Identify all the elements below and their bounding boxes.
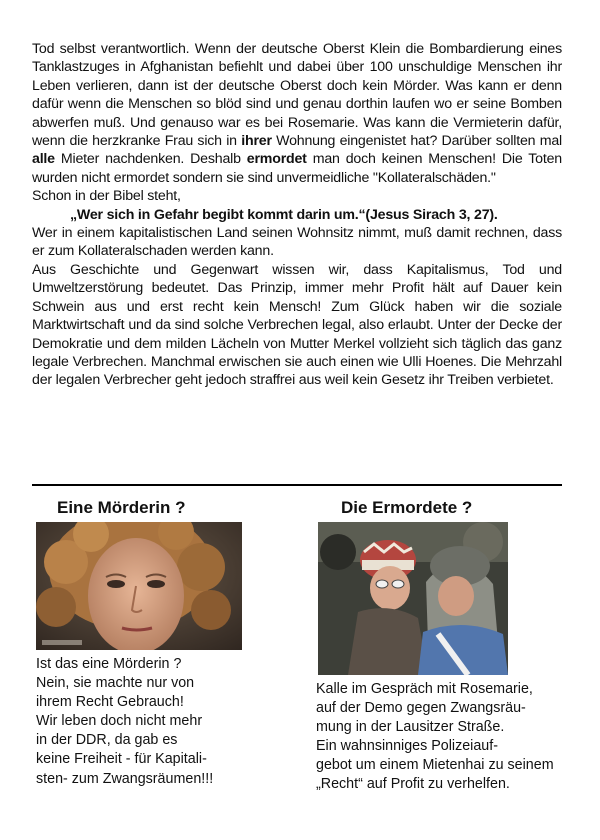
left-title: Eine Mörderin ? — [57, 498, 186, 517]
portrait-image — [36, 522, 242, 650]
paragraph-4: Aus Geschichte und Gegenwart wissen wir, dass Kapitalismus, Tod und Umweltzerstörung bedeutet. Das Prinzip, immer mehr Profit hält auf Dauer kein Schwein aus und erst recht kein Mensch! Zum Glück haben wir die soziale Marktwirtschaft und da sind solche Verbrechen legal, also erlaubt. Unter der Decke der Demokratie und dem milden Lächeln von Mutter Merkel vollzieht sich täglich das ganz legale Verbrechen. Manchmal erwischen sie auch einen wie Ulli Hoenes. Die Mehrzahl der legalen Verbrecher geht jedoch straffrei aus weil kein Gesetz ihr Treiben verbietet. — [32, 261, 562, 389]
right-caption — [316, 680, 554, 795]
left-caption-line: Ist das eine Mörderin ? — [36, 656, 182, 672]
left-caption-line: ihrem Recht Gebrauch! — [36, 694, 184, 711]
paragraph-2: Schon in der Bibel steht, — [32, 188, 181, 205]
paragraph-3: Wer in einem kapitalistischen Land seinen Wohnsitz nimmt, muß damit rechnen, dass er zum Kollateralschaden werden kann. — [32, 225, 562, 260]
left-caption-line: sten- zum Zwangsräumen!!! — [36, 770, 214, 787]
left-caption — [36, 655, 213, 789]
divider — [32, 484, 562, 486]
left-caption-line: in der DDR, da gab es — [36, 732, 178, 749]
left-caption-line: Wir leben doch nicht mehr — [36, 713, 203, 730]
paragraph-1: Tod selbst verantwortlich. Wenn der deutsche Oberst Klein die Bombardierung eines Tanklastzuges in Afghanistan befiehlt und dabei über 100 unschuldige Menschen ihr Leben verlieren, dann ist der deutsche Oberst doch kein Mörder. Was kann er denn dafür wenn die Menschen so blöd sind und genau dorthin laufen wo er seine Bomben abwerfen muß. Und genauso war es bei Rosemarie. Was kann die Vermieterin dafür, wenn die herzkranke Frau sich in ihrer Wohnung eingenistet hat? Darüber sollten mal alle Mieter nachdenken. Deshalb ermordet man doch keinen Menschen! Die Toten wurden nicht ermordet sondern sie sind unvermeidliche "Kollateralschäden." — [32, 41, 562, 186]
left-caption-line: keine Freiheit - für Kapitali- — [36, 751, 207, 768]
article-text — [32, 40, 562, 390]
left-caption-line: Nein, sie machte nur von — [36, 675, 195, 692]
right-caption-line: „Recht“ auf Profit zu verhelfen. — [316, 776, 510, 793]
bible-quote: „Wer sich in Gefahr begibt kommt darin um.“(Jesus Sirach 3, 27). — [70, 206, 498, 223]
demo-image — [318, 522, 508, 675]
right-title: Die Ermordete ? — [341, 498, 473, 517]
right-caption-line: gebot um einem Mietenhai zu seinem — [316, 757, 554, 774]
right-caption-line: Kalle im Gespräch mit Rosemarie, — [316, 681, 533, 697]
photo-demo — [318, 522, 508, 675]
right-caption-line: auf der Demo gegen Zwangsräu- — [316, 700, 526, 717]
right-caption-line: mung in der Lausitzer Straße. — [316, 719, 505, 736]
right-caption-line: Ein wahnsinniges Polizeiauf- — [316, 738, 498, 755]
photo-landlady — [36, 522, 242, 650]
